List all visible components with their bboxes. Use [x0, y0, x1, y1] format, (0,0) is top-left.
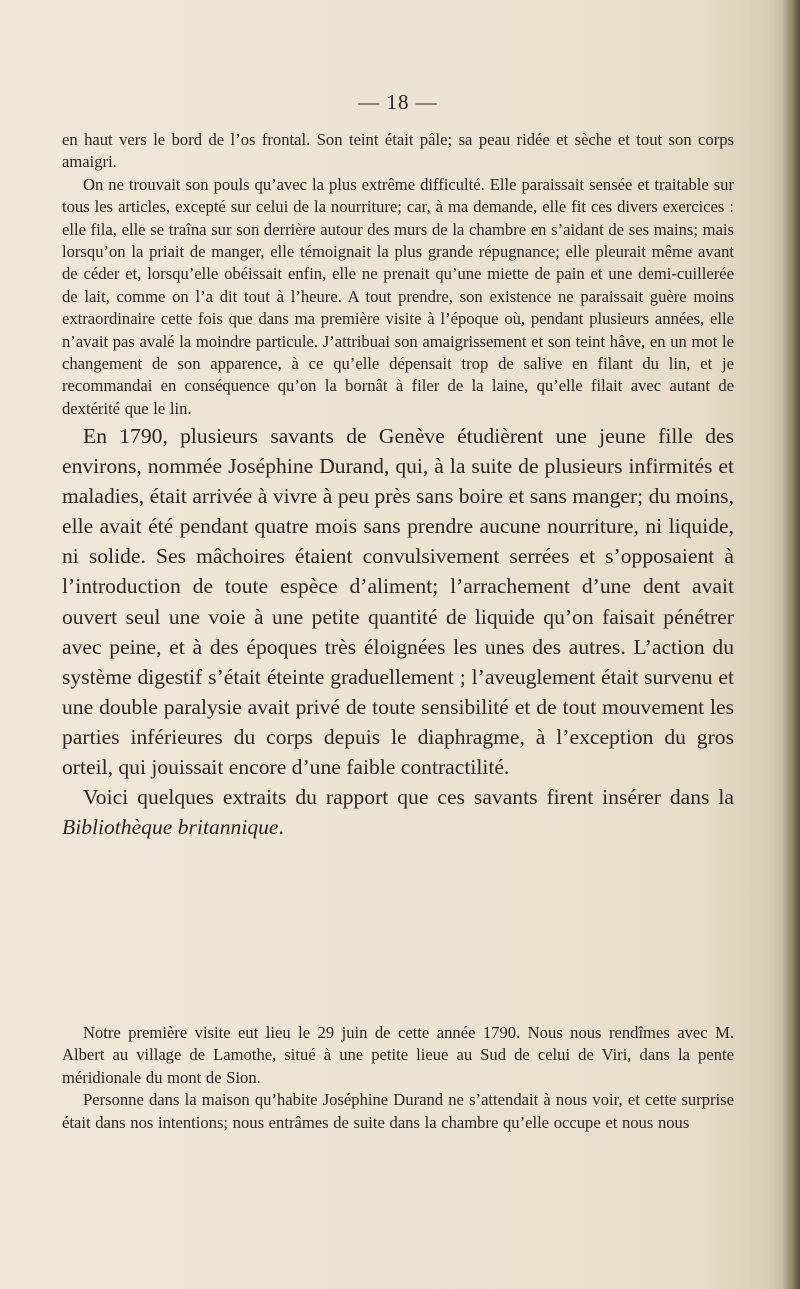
extracts-intro-end: .: [278, 815, 284, 840]
paragraph-pulse: On ne trouvait son pouls qu’avec la plus extrême difficulté. Elle paraissait sensée et traitable sur tous les articles, excepté sur celui de la nourriture; car, à ma demande, elle fit ces divers exercices : elle fila, elle se traîna sur son derrière autour des murs de la chambre en s’aidant de ses mains; mais lorsqu’on la priait de manger, elle témoignait la plus grande répugnance; elle pleurait même avant de céder et, lorsqu’elle obéissait enfin, elle ne prenait qu’une miette de pain et une demi-cuillerée de lait, comme on l’a dit tout à l’heure. A tout prendre, son existence ne paraissait guère moins extraordinaire cette fois que dans ma première visite à l’époque où, pendant plusieurs années, elle n’avait pas avalé la moindre particule. J’attribuai son amaigrissement et son teint hâve, en un mot le changement de son apparence, à ce qu’elle dépensait trop de salive en filant du lin, et je recommandai en conséquence qu’on la bornât à filer de la laine, qu’elle filait avec autant de dextérité que le lin.: [62, 174, 734, 418]
paragraph-geneva-1790: En 1790, plusieurs savants de Genève étudièrent une jeune fille des environs, nommée Joséphine Durand, qui, à la suite de plusieurs infirmités et maladies, était arrivée à vivre à peu près sans boire et sans manger; du moins, elle avait été pendant quatre mois sans prendre aucune nourriture, ni liquide, ni solide. Ses mâchoires étaient convulsivement serrées et s’opposaient à l’introduction de toute espèce d’aliment; l’arrachement d’une dent avait ouvert seul une voie à une petite quantité de liquide qu’on faisait pénétrer avec peine, et à des époques très éloignées les unes des autres. L’action du système digestif s’était éteinte graduellement ; l’aveuglement était survenu et une double paralysie avait privé de toute sensibilité et de tout mouvement les parties inférieures du corps depuis le diaphragme, à l’exception du gros orteil, qui jouissait encore d’une faible contractilité.: [62, 424, 734, 780]
extracts-intro-text: Voici quelques extraits du rapport que ces savants firent insérer dans la: [83, 785, 734, 810]
paragraph-extracts-intro: [62, 782, 734, 842]
page-edge-shadow: [782, 0, 800, 1289]
paragraph-surprise-visit: Personne dans la maison qu’habite Joséphine Durand ne s’attendait à nous voir, et cette surprise était dans nos intentions; nous entrâmes de suite dans la chambre qu’elle occupe et nous nous: [62, 1090, 734, 1132]
paragraph-continuation: en haut vers le bord de l’os frontal. Son teint était pâle; sa peau ridée et sèche et tout son corps amaigri.: [62, 130, 734, 172]
journal-title: Bibliothèque britannique: [62, 815, 279, 840]
quoted-report-part-one: [62, 129, 734, 420]
paragraph-first-visit: Notre première visite eut lieu le 29 juin de cette année 1790. Nous nous rendîmes avec M. Albert au village de Lamothe, situé à une petite lieue au Sud de celui de Viri, dans la pente méridionale du mont de Sion.: [62, 1023, 734, 1087]
page-number: — 18 —: [358, 90, 438, 114]
main-text: [62, 421, 734, 842]
quoted-report-part-two: [62, 1022, 734, 1134]
